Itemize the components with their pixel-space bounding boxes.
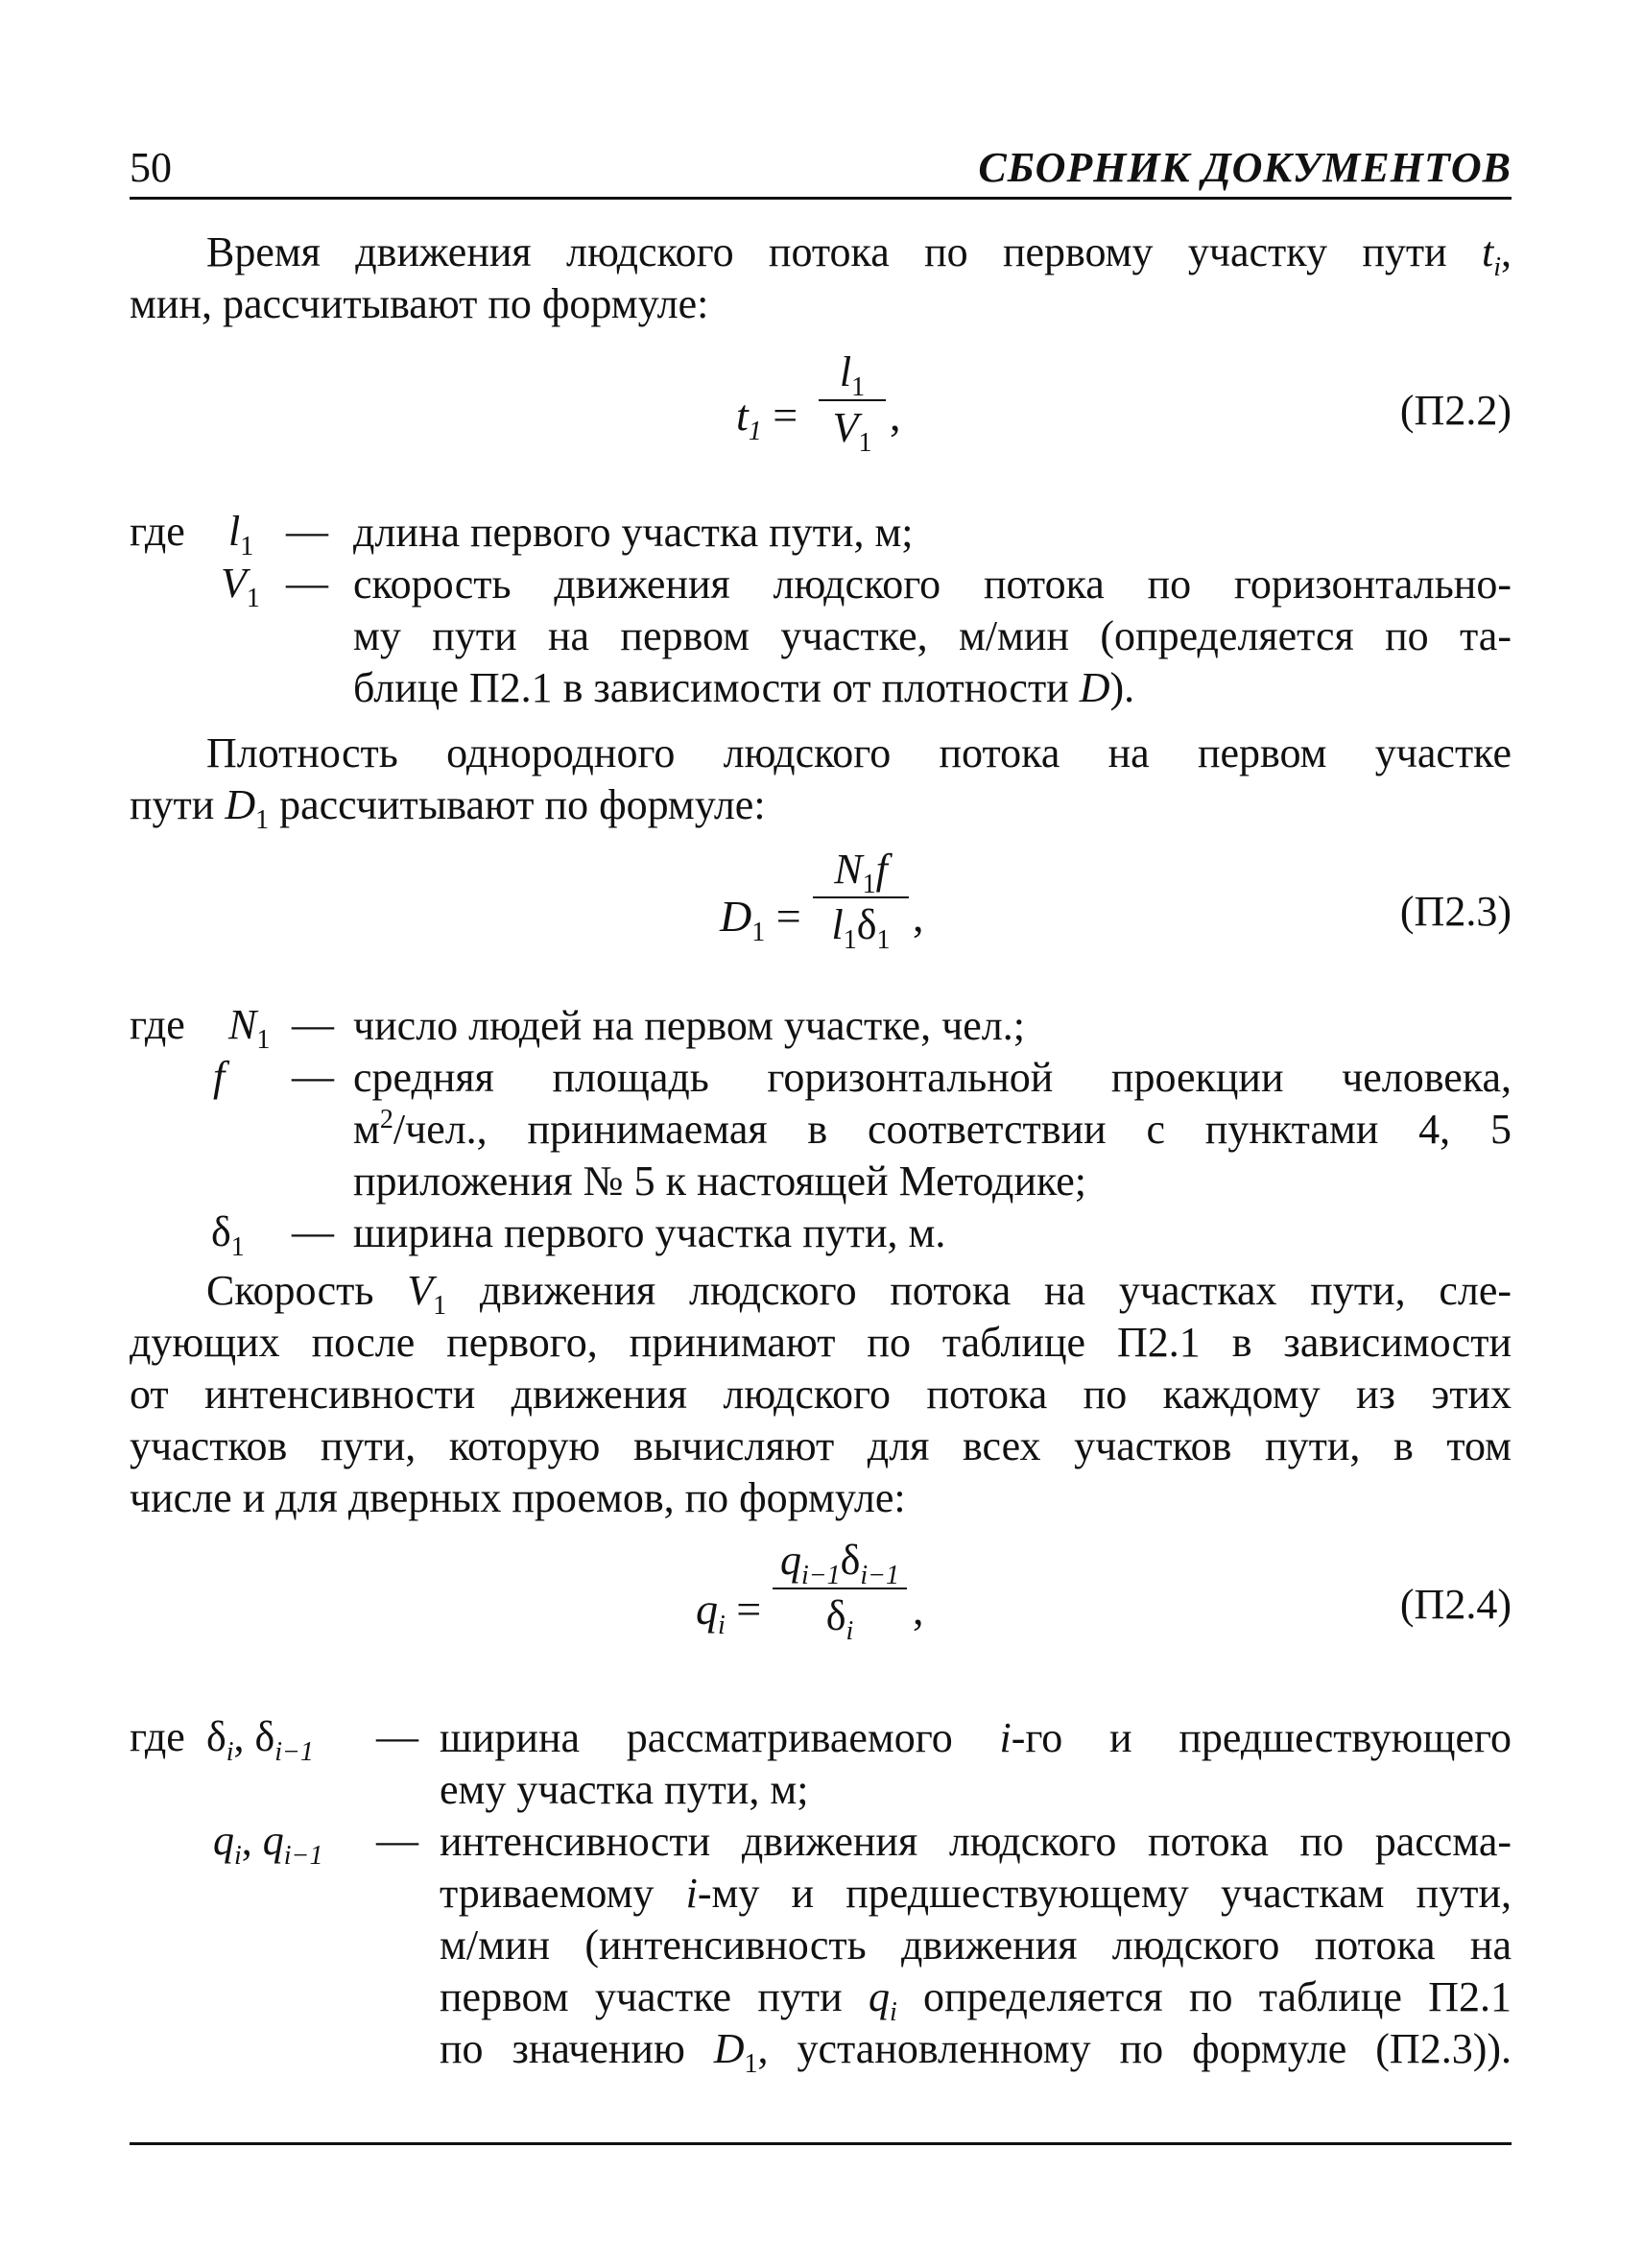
def-symbol: $V_1$ (221, 560, 260, 613)
def-text: м/мин (интенсивность движения людского потока на (440, 1922, 1512, 1969)
paragraph-3-line-3: от интенсивности движения людского потока по каждому из этих (130, 1371, 1512, 1418)
def-text: ширина первого участка пути, м. (353, 1209, 946, 1256)
paragraph-3-line-4: участков пути, которую вычисляют для всех участков пути, в том (130, 1422, 1512, 1469)
formula-p2-2: $t_1$ = $l_1$ $V_1$ , (П2.2) (736, 348, 1512, 458)
formula-number: (П2.4) (1399, 1581, 1512, 1628)
formula-p2-4: $q_i$ = $q_{i-1}\delta_{i-1}$ $\delta_i$ , (П2.4) (696, 1537, 1512, 1646)
formula-lhs: $t_1$ = (736, 391, 798, 446)
paragraph-3-line-2: дующих после первого, принимают по таблице П2.1 в зависимости (130, 1319, 1512, 1366)
running-header (130, 142, 1512, 200)
paragraph-1-line-1: Время движения людского потока по первому участку пути $t_i$, (206, 228, 1512, 282)
paragraph-3-line-1: Скорость $V_1$ движения людского потока на участках пути, сле- (206, 1267, 1512, 1321)
def-text: скорость движения людского потока по горизонтально- (353, 561, 1512, 608)
def-text: число людей на первом участке, чел.; (353, 1002, 1025, 1049)
running-title: СБОРНИК ДОКУМЕНТОВ (978, 144, 1512, 191)
header-rule (130, 197, 1512, 200)
formula-number: (П2.2) (1399, 387, 1512, 434)
def-symbol: $\delta_1$ (211, 1208, 245, 1262)
def-symbol: $q_i$, $q_{i-1}$ (213, 1817, 323, 1871)
def-text: ширина рассматриваемого i-го и предшествующего (440, 1714, 1512, 1761)
def-text: му пути на первом участке, м/мин (определяется по та- (353, 612, 1512, 659)
def-symbol: $\delta_i$, $\delta_{i-1}$ (206, 1713, 314, 1767)
def-text: ему участка пути, м; (440, 1766, 809, 1813)
formula-lhs: $q_i$ = (696, 1585, 762, 1640)
document-page: 50 СБОРНИК ДОКУМЕНТОВ Время движения людского потока по первому участку пути $t_i$, мин, рассчитывают по формуле: $t_1$ = $l_1$ $V_1$ , (П2.2) где $l_1$ — длина первого участка пути, м; $V_1$ — скорость движения людского потока по горизонтально- му пути на первом участке, м/мин (определяется по та- блице П2.1 в зависимости от плотности D). Плотность однородного людского потока на первом участке пути $D_1$ рассчитывают по формуле: $D_1$ = $N_1f$ $l_1\delta_1$ , (П2.3) где $N_1$ — число людей на первом участке, чел.; f — средняя площадь горизонтальной проекции человека, $м^2$/чел., принимаемая в соответствии с пунктами 4, 5 приложения № 5 к настоящей Методике; $\delta_1$ — ширина первого участка пути, м. Скорость $V_1$ движения людского потока на участках пути, сле- дующих после первого, принимают по таблице П2.1 в зависимости от интенсивности движения людского потока по каждому из этих участков пути, которую вычисляют для всех участков пути, в том числе и для дверных проемов, по формуле: $q_i$ = $q_{i-1}\delta_{i-1}$ $\delta_i$ , (П2.4) где $\delta_i$, $\delta_{i-1}$ — ширина рассматриваемого i-го и предшествующего ему участка пути, м; $q_i$, $q_{i-1}$ — интенсивности движения людского потока по рассма- триваемому i-му и предшествующему участкам пути, м/мин (интенсивность движения людского потока на первом участке пути $q_i$ определяется по таблице П2.1 по значению $D_1$, установленному по формуле (П2.3)). (0, 0, 1643, 2268)
def-text: триваемому i-му и предшествующему участкам пути, (440, 1870, 1512, 1917)
formula-lhs: $D_1$ = (720, 892, 801, 947)
def-text: блице П2.1 в зависимости от плотности D). (353, 664, 1135, 711)
def-symbol: f (213, 1053, 226, 1100)
def-text: по значению $D_1$, установленному по формуле (П2.3)). (440, 2025, 1512, 2079)
paragraph-2-line-1: Плотность однородного людского потока на первом участке (206, 729, 1512, 776)
paragraph-3-line-5: числе и для дверных проемов, по формуле: (130, 1474, 906, 1521)
def-symbol: $N_1$ (228, 1001, 271, 1055)
def-text: средняя площадь горизонтальной проекции человека, (353, 1054, 1512, 1101)
def-text: приложения № 5 к настоящей Методике; (353, 1158, 1087, 1205)
def-text: длина первого участка пути, м; (353, 509, 914, 556)
def-symbol: $l_1$ (228, 508, 254, 561)
formula-fraction: $N_1f$ $l_1\delta_1$ (813, 845, 909, 950)
formula-number: (П2.3) (1399, 888, 1512, 935)
footer-rule (130, 2142, 1512, 2145)
def-text: интенсивности движения людского потока по рассма- (440, 1818, 1512, 1865)
def-text: $м^2$/чел., принимаемая в соответствии с пунктами 4, 5 (353, 1105, 1512, 1153)
paragraph-2-line-2: пути $D_1$ рассчитывают по формуле: (130, 781, 766, 835)
formula-fraction: $l_1$ $V_1$ (819, 347, 886, 453)
def-text: первом участке пути $q_i$ определяется по таблице П2.1 (440, 1973, 1512, 2027)
formula-fraction: $q_{i-1}\delta_{i-1}$ $\delta_i$ (773, 1536, 907, 1641)
formula-p2-3: $D_1$ = $N_1f$ $l_1\delta_1$ , (П2.3) (720, 846, 1512, 955)
paragraph-1-line-2: мин, рассчитывают по формуле: (130, 280, 709, 327)
page-number: 50 (130, 144, 172, 191)
